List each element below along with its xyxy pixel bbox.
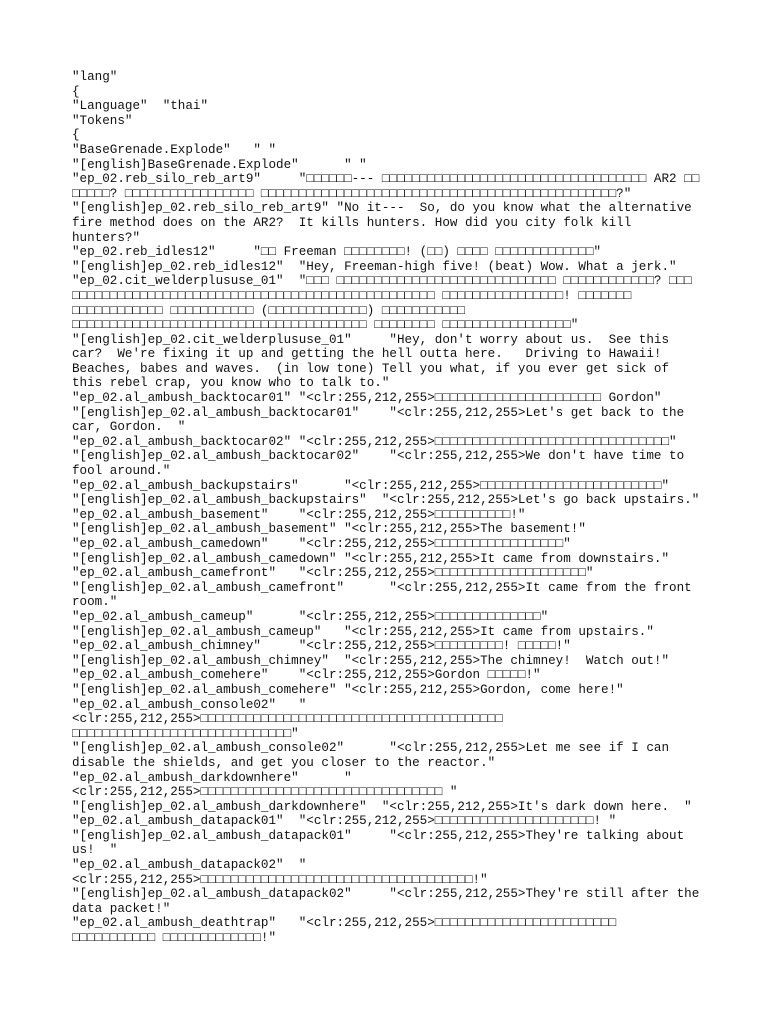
text-line: "Tokens" — [72, 113, 133, 128]
text-line: "ep_02.al_ambush_deathtrap" "<clr:255,212,255>□□□□□□□□□□□□□□□□□□□□□□□□ □□□□□□□□□□□ □□□□□□□□□□□□□!" — [72, 916, 624, 946]
text-line: "ep_02.al_ambush_darkdownhere" "<clr:255,212,255>□□□□□□□□□□□□□□□□□□□□□□□□□□□□□□□□ " — [72, 770, 458, 800]
text-line: { — [72, 128, 80, 143]
text-line: "[english]ep_02.al_ambush_datapack02" "<clr:255,212,255>They're still after the data packet!" — [72, 887, 707, 916]
text-line: "[english]ep_02.al_ambush_datapack01" "<clr:255,212,255>They're talking about us! " — [72, 828, 692, 858]
text-line: "ep_02.al_ambush_backtocar01" "<clr:255,212,255>□□□□□□□□□□□□□□□□□□□□□□ Gordon" — [72, 391, 662, 406]
text-line: "[english]BaseGrenade.Explode" " " — [72, 157, 367, 172]
text-line: "ep_02.reb_idles12" "□□ Freeman □□□□□□□□! (□□) □□□□ □□□□□□□□□□□□□" — [72, 245, 602, 260]
text-line: { — [72, 84, 80, 99]
text-line: "[english]ep_02.al_ambush_camedown" "<clr:255,212,255>It came from downstairs." — [72, 551, 670, 566]
text-line: "ep_02.al_ambush_basement" "<clr:255,212,255>□□□□□□□□□□!" — [72, 507, 526, 522]
text-line: "[english]ep_02.al_ambush_comehere" "<clr:255,212,255>Gordon, come here!" — [72, 682, 624, 697]
text-line: "lang" — [72, 70, 118, 84]
text-line: "[english]ep_02.al_ambush_backtocar02" "<clr:255,212,255>We don't have time to fool around." — [72, 449, 692, 479]
text-line: "[english]ep_02.reb_silo_reb_art9" "No it--- So, do you know what the alternative fire method does on the AR2? It kills hunters. How did you city folk kill hunters?" — [72, 201, 700, 245]
text-line: "ep_02.al_ambush_camefront" "<clr:255,212,255>□□□□□□□□□□□□□□□□□□□□" — [72, 566, 594, 581]
text-line: "ep_02.al_ambush_console02" "<clr:255,212,255>□□□□□□□□□□□□□□□□□□□□□□□□□□□□□□□□□□□□□□□□ □□□□□□□□□□□□□□□□□□□□□□□□□□□□□" — [72, 697, 511, 741]
text-line: "ep_02.al_ambush_comehere" "<clr:255,212,255>Gordon □□□□□!" — [72, 668, 541, 683]
text-line: "[english]ep_02.al_ambush_cameup" "<clr:255,212,255>It came from upstairs." — [72, 624, 654, 639]
text-line: "[english]ep_02.al_ambush_backupstairs" "<clr:255,212,255>Let's go back upstairs." — [72, 493, 700, 508]
text-line: "ep_02.al_ambush_chimney" "<clr:255,212,255>□□□□□□□□□! □□□□□!" — [72, 639, 571, 654]
text-line: "[english]ep_02.al_ambush_darkdownhere" "<clr:255,212,255>It's dark down here. " — [72, 799, 692, 814]
text-line: "ep_02.al_ambush_datapack02" "<clr:255,212,255>□□□□□□□□□□□□□□□□□□□□□□□□□□□□□□□□□□□□!" — [72, 858, 488, 887]
text-line: "[english]ep_02.al_ambush_chimney" "<clr:255,212,255>The chimney! Watch out!" — [72, 653, 670, 668]
text-line: "[english]ep_02.reb_idles12" "Hey, Freeman-high five! (beat) Wow. What a jerk." — [72, 259, 677, 274]
localization-file-text — [72, 70, 707, 946]
text-line: "BaseGrenade.Explode" " " — [72, 142, 277, 157]
text-line: "[english]ep_02.al_ambush_camefront" "<clr:255,212,255>It came from the front room." — [72, 580, 700, 610]
text-line: "ep_02.al_ambush_datapack01" "<clr:255,212,255>□□□□□□□□□□□□□□□□□□□□□! " — [72, 814, 617, 829]
text-line: "[english]ep_02.al_ambush_basement" "<clr:255,212,255>The basement!" — [72, 522, 586, 537]
text-line: "[english]ep_02.al_ambush_console02" "<clr:255,212,255>Let me see if I can disable the shields, and get you closer to the reactor." — [72, 741, 677, 770]
text-line: "[english]ep_02.al_ambush_backtocar01" "<clr:255,212,255>Let's get back to the car, Gordon. " — [72, 405, 692, 435]
text-line: "ep_02.reb_silo_reb_art9" "□□□□□□--- □□□□□□□□□□□□□□□□□□□□□□□□□□□□□□□□□□□ AR2 □□ □□□□□? □□□□□□□□□□□□□□□□□ □□□□□□□□□□□□□□□□□□□□□□□□□□□□□□□□□□□□□□□□□□□□□□□?" — [72, 172, 707, 201]
text-line: "Language" "thai" — [72, 99, 209, 114]
text-line: "ep_02.al_ambush_backtocar02" "<clr:255,212,255>□□□□□□□□□□□□□□□□□□□□□□□□□□□□□□□" — [72, 434, 677, 449]
text-line: "ep_02.al_ambush_backupstairs" "<clr:255,212,255>□□□□□□□□□□□□□□□□□□□□□□□□" — [72, 478, 670, 493]
text-line: "ep_02.al_ambush_cameup" "<clr:255,212,255>□□□□□□□□□□□□□□" — [72, 609, 549, 624]
text-line: "[english]ep_02.cit_welderplususe_01" "Hey, don't worry about us. See this car? We're fixing it up and getting the hell outta here. Driving to Hawaii! Beaches, babes and waves. (in low tone) Tell you what, if you ever get sick of this rebel crap, you know who to talk to." — [72, 332, 677, 391]
text-line: "ep_02.cit_welderplususe_01" "□□□ □□□□□□□□□□□□□□□□□□□□□□□□□□□□□ □□□□□□□□□□□□? □□□ □□□□□□□□□□□□□□□□□□□□□□□□□□□□□□□□□□□□□□□□□□□□□□□□ □□□□□□□□□□□□□□□□! □□□□□□□ □□□□□□□□□□□□ □□□□□□□□□□□ (□□□□□□□□□□□□□) □□□□□□□□□□□ □□□□□□□□□□□□□□□□□□□□□□□□□□□□□□□□□□□□□□□ □□□□□□□□ □□□□□□□□□□□□□□□□□" — [72, 274, 700, 333]
text-line: "ep_02.al_ambush_camedown" "<clr:255,212,255>□□□□□□□□□□□□□□□□□" — [72, 537, 571, 551]
